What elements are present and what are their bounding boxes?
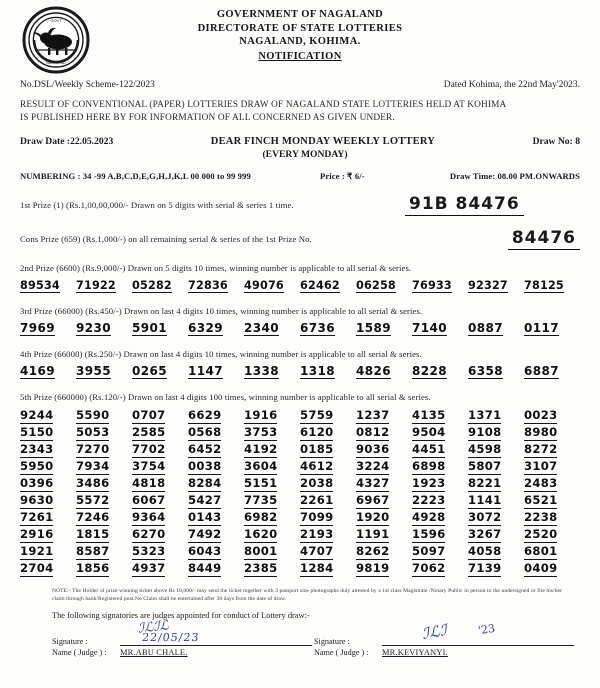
- prize-number: 6629: [188, 408, 222, 422]
- draw-subtitle: (EVERY MONDAY): [262, 149, 348, 160]
- judge-2-name-label: Name ( Judge ) :: [314, 648, 369, 658]
- fourth-prize-numbers: [16, 365, 584, 379]
- first-prize-row: [16, 194, 584, 216]
- prize-number: 0887: [468, 321, 503, 335]
- consolation-prize-description: Cons Prize (659) (Rs.1,000/-) on all remaining serial & series of the 1st Prize No.: [20, 234, 312, 244]
- third-prize-numbers: [16, 322, 584, 336]
- prize-number: 8980: [524, 425, 558, 439]
- prize-number: 6521: [524, 493, 558, 507]
- prize-number: 89534: [20, 279, 60, 292]
- prize-number: 2520: [524, 527, 558, 541]
- prize-number: 1284: [300, 561, 334, 575]
- judge-2-block: [314, 621, 574, 658]
- prize-number: 05282: [132, 279, 172, 292]
- reference-number: No.DSL/Weekly Scheme-122/2023: [20, 80, 155, 90]
- judge-1-block: [52, 618, 312, 658]
- prize-number: 8272: [524, 442, 558, 456]
- lottery-title: DEAR FINCH MONDAY WEEKLY LOTTERY: [210, 136, 436, 147]
- prize-number: 9504: [412, 425, 446, 439]
- prize-number: 49076: [244, 279, 284, 292]
- prize-number: 7969: [20, 321, 55, 335]
- fifth-prize-numbers: [16, 409, 584, 577]
- judge-1-name-row: [52, 648, 312, 657]
- judge-2-signature-mark: ℐℒℐ: [420, 621, 449, 644]
- draw-date: Draw Date :22.05.2023: [20, 136, 114, 147]
- prize-number: 1147: [188, 364, 223, 378]
- first-prize-number: 91B 84476: [405, 194, 524, 216]
- prize-number: 2038: [300, 476, 334, 490]
- prize-number: 9244: [20, 408, 54, 422]
- prize-number: 76933: [412, 279, 452, 292]
- prize-number: 6967: [356, 493, 390, 507]
- prize-number: 4937: [132, 561, 166, 575]
- prize-number: 6120: [300, 425, 334, 439]
- header-titles: [16, 0, 584, 63]
- prize-number: 4707: [300, 544, 334, 558]
- judge-1-signature-mark: ℐℒℐℒ: [137, 618, 170, 637]
- judge-2-signature-row: [314, 621, 574, 647]
- third-prize-description: 3rd Prize (66000) (Rs.450/-) Drawn on last 4 digits 10 times, winning number is applicable to all serial & series.: [20, 306, 423, 316]
- judge-2-name: MR.KEVIYANYI.: [382, 648, 448, 658]
- prize-number: 1620: [244, 527, 278, 541]
- prize-number: 4058: [468, 544, 502, 558]
- prize-number: 8221: [468, 476, 502, 490]
- prize-number: 5759: [300, 408, 334, 422]
- prize-number: 8001: [244, 544, 278, 558]
- prize-number: 6043: [188, 544, 222, 558]
- prize-number: 2585: [132, 425, 166, 439]
- prize-number: 5323: [132, 544, 166, 558]
- prize-number: 6898: [412, 459, 446, 473]
- judge-1-signature-date: 22/05/23: [141, 631, 201, 645]
- prize-number: 6736: [300, 321, 335, 335]
- prize-number: 92327: [468, 279, 508, 292]
- consolation-prize-number-wrap: [405, 228, 580, 250]
- judge-2-signature-date: '23: [477, 622, 496, 638]
- prize-number: 9036: [356, 442, 390, 456]
- prize-number: 1338: [244, 364, 279, 378]
- prize-number: 6887: [524, 364, 559, 378]
- prize-number: 1596: [412, 527, 446, 541]
- prize-number: 0023: [524, 408, 558, 422]
- prize-number: 2223: [412, 493, 446, 507]
- prize-number: 4612: [300, 459, 334, 473]
- judge-2-name-row: [314, 648, 574, 657]
- prize-number: 6329: [188, 321, 223, 335]
- first-prize-description: 1st Prize (1) (Rs.1,00,00,000/- Drawn on 5 digits with serial & series 1 time.: [20, 200, 294, 210]
- prize-number: 9819: [356, 561, 390, 575]
- prize-number: 6801: [524, 544, 558, 558]
- prize-number: 4928: [412, 510, 446, 524]
- judge-1-name: MR.ABU CHALE.: [120, 648, 188, 658]
- prize-number: 6270: [132, 527, 166, 541]
- prize-number: 7099: [300, 510, 334, 524]
- prize-number: 1141: [468, 493, 502, 507]
- prize-number: 1318: [300, 364, 335, 378]
- prize-number: 7735: [244, 493, 278, 507]
- prize-number: 7261: [20, 510, 54, 524]
- judge-2-signature-label: Signature :: [314, 637, 350, 647]
- prize-number: 0185: [300, 442, 334, 456]
- prize-number: 7062: [412, 561, 446, 575]
- prize-number: 4135: [412, 408, 446, 422]
- judge-1-name-label: Name ( Judge ) :: [52, 648, 107, 658]
- prize-number: 2704: [20, 561, 54, 575]
- prize-number: 0117: [524, 321, 559, 335]
- fifth-prize-description: 5th Prize (660000) (Rs.120/-) Drawn on last 4 digits 100 times, winning number is applicable to all serial & series.: [20, 392, 431, 402]
- location-line: NAGALAND, KOHIMA.: [239, 36, 361, 47]
- prize-number: 8262: [356, 544, 390, 558]
- prize-number: 2340: [244, 321, 279, 335]
- prize-number: 1916: [244, 408, 278, 422]
- prize-number: 8228: [412, 364, 447, 378]
- prize-number: 2193: [300, 527, 334, 541]
- prize-number: 5053: [76, 425, 110, 439]
- result-intro-line-2: IS PUBLISHED HERE BY FOR INFORMATION OF ALL CONCERNED AS GIVEN UNDER.: [20, 113, 395, 123]
- prize-number: 0812: [356, 425, 390, 439]
- prize-number: 4169: [20, 364, 55, 378]
- prize-number: 5901: [132, 321, 167, 335]
- prize-number: 7492: [188, 527, 222, 541]
- judge-2-signature-line: [382, 621, 574, 646]
- prize-number: 0396: [20, 476, 54, 490]
- claim-note: NOTE:- The Holder of prize winning ticket above Rs 10,000/- may send the ticket together with 3 passport size photographs duly attested by a 1st class Magistrate /Notary Public in person to the undersigned or file his/her claim through bank/Registered post.No Claim shall be entertained after 30 days from the date of draw.: [52, 587, 562, 602]
- prize-number: 5590: [76, 408, 110, 422]
- numbering-text: NUMBERING : 34 -99 A,B,C,D,E,G,H,J,K,L 00 000 to 99 999: [20, 171, 251, 181]
- reference-row: [16, 80, 584, 90]
- prize-number: 0707: [132, 408, 166, 422]
- prize-number: 3072: [468, 510, 502, 524]
- result-intro-line-1: RESULT OF CONVENTIONAL (PAPER) LOTTERIES DRAW OF NAGALAND STATE LOTTERIES HELD AT KOHIMA: [20, 100, 507, 110]
- prize-number: 1589: [356, 321, 391, 335]
- prize-number: 5151: [244, 476, 278, 490]
- prize-number: 2343: [20, 442, 54, 456]
- document-header: [16, 0, 584, 78]
- prize-number: 1923: [412, 476, 446, 490]
- prize-number: 3754: [132, 459, 166, 473]
- prize-number: 2238: [524, 510, 558, 524]
- prize-number: 7139: [468, 561, 502, 575]
- prize-number: 3107: [524, 459, 558, 473]
- judge-1-signature-label: Signature :: [52, 637, 88, 647]
- prize-number: 0038: [188, 459, 222, 473]
- prize-number: 3267: [468, 527, 502, 541]
- prize-number: 4818: [132, 476, 166, 490]
- prize-number: 0409: [524, 561, 558, 575]
- prize-number: 0143: [188, 510, 222, 524]
- prize-number: 2916: [20, 527, 54, 541]
- directorate-line: DIRECTORATE OF STATE LOTTERIES: [197, 22, 403, 34]
- prize-number: 3753: [244, 425, 278, 439]
- draw-time: Draw Time: 08.00 PM.ONWARDS: [449, 171, 580, 181]
- draw-number: Draw No: 8: [532, 136, 580, 147]
- prize-number: 8449: [188, 561, 222, 575]
- prize-number: 2483: [524, 476, 558, 490]
- prize-number: 4192: [244, 442, 278, 456]
- prize-number: 9364: [132, 510, 166, 524]
- prize-number: 8284: [188, 476, 222, 490]
- prize-number: 71922: [76, 279, 116, 292]
- prize-number: 6452: [188, 442, 222, 456]
- judge-1-signature-row: [52, 618, 312, 647]
- prize-number: 3604: [244, 459, 278, 473]
- numbering-row: [16, 171, 584, 182]
- prize-number: 06258: [356, 279, 396, 292]
- prize-number: 3224: [356, 459, 390, 473]
- prize-number: 9630: [20, 493, 54, 507]
- first-prize-number-wrap: [405, 194, 580, 216]
- prize-number: 3486: [76, 476, 110, 490]
- prize-number: 1856: [76, 561, 110, 575]
- prize-number: 5427: [188, 493, 222, 507]
- svg-text:GOVT: GOVT: [50, 18, 62, 23]
- prize-number: 4826: [356, 364, 391, 378]
- prize-number: 6982: [244, 510, 278, 524]
- consolation-prize-number: 84476: [508, 228, 580, 250]
- prize-number: 4451: [412, 442, 446, 456]
- prize-number: 4327: [356, 476, 390, 490]
- prize-number: 2261: [300, 493, 334, 507]
- second-prize-numbers: [16, 279, 584, 293]
- draw-info-row: [16, 136, 584, 147]
- prize-number: 7934: [76, 459, 110, 473]
- prize-number: 1921: [20, 544, 54, 558]
- prize-number: 1920: [356, 510, 390, 524]
- prize-number: 0568: [188, 425, 222, 439]
- prize-number: 4598: [468, 442, 502, 456]
- nagaland-government-seal-icon: [22, 6, 90, 74]
- prize-number: 6358: [468, 364, 503, 378]
- prize-number: 1815: [76, 527, 110, 541]
- prize-number: 5097: [412, 544, 446, 558]
- prize-number: 5950: [20, 459, 54, 473]
- prize-number: 5807: [468, 459, 502, 473]
- prize-number: 0265: [132, 364, 167, 378]
- prize-number: 7270: [76, 442, 110, 456]
- prize-number: 7702: [132, 442, 166, 456]
- prize-number: 6067: [132, 493, 166, 507]
- prize-number: 1191: [356, 527, 390, 541]
- prize-number: 8587: [76, 544, 110, 558]
- judges-intro-line: The following signatories are judges appointed for conduct of Lottery draw:-: [52, 611, 310, 621]
- dated-text: Dated Kohima, the 22nd May'2023.: [443, 80, 580, 90]
- prize-number: 5150: [20, 425, 54, 439]
- govt-line: GOVERNMENT OF NAGALAND: [216, 9, 384, 20]
- consolation-prize-row: [16, 228, 584, 250]
- prize-number: 3955: [76, 364, 111, 378]
- prize-number: 72836: [188, 279, 228, 292]
- prize-number: 78125: [524, 279, 564, 292]
- prize-number: 7246: [76, 510, 110, 524]
- prize-number: 1371: [468, 408, 502, 422]
- prize-number: 9108: [468, 425, 502, 439]
- prize-number: 62462: [300, 279, 340, 292]
- result-intro: [16, 99, 584, 125]
- judge-1-signature-line: [120, 618, 312, 646]
- svg-text:NAGALAND: NAGALAND: [46, 61, 66, 65]
- prize-number: 1237: [356, 408, 390, 422]
- fourth-prize-description: 4th Prize (66000) (Rs.250/-) Drawn on last 4 digits 10 times, winning number is applicable to all serial & series.: [20, 349, 422, 359]
- prize-number: 9230: [76, 321, 111, 335]
- prize-number: 5572: [76, 493, 110, 507]
- signature-area: [16, 618, 584, 658]
- ticket-price: Price : ₹ 6/-: [320, 171, 365, 181]
- second-prize-description: 2nd Prize (6600) (Rs.9,000/-) Drawn on 5 digits 10 times, winning number is applicable to all serial & series.: [20, 263, 412, 273]
- prize-number: 2385: [244, 561, 278, 575]
- prize-number: 7140: [412, 321, 447, 335]
- notification-heading: NOTIFICATION: [258, 50, 342, 62]
